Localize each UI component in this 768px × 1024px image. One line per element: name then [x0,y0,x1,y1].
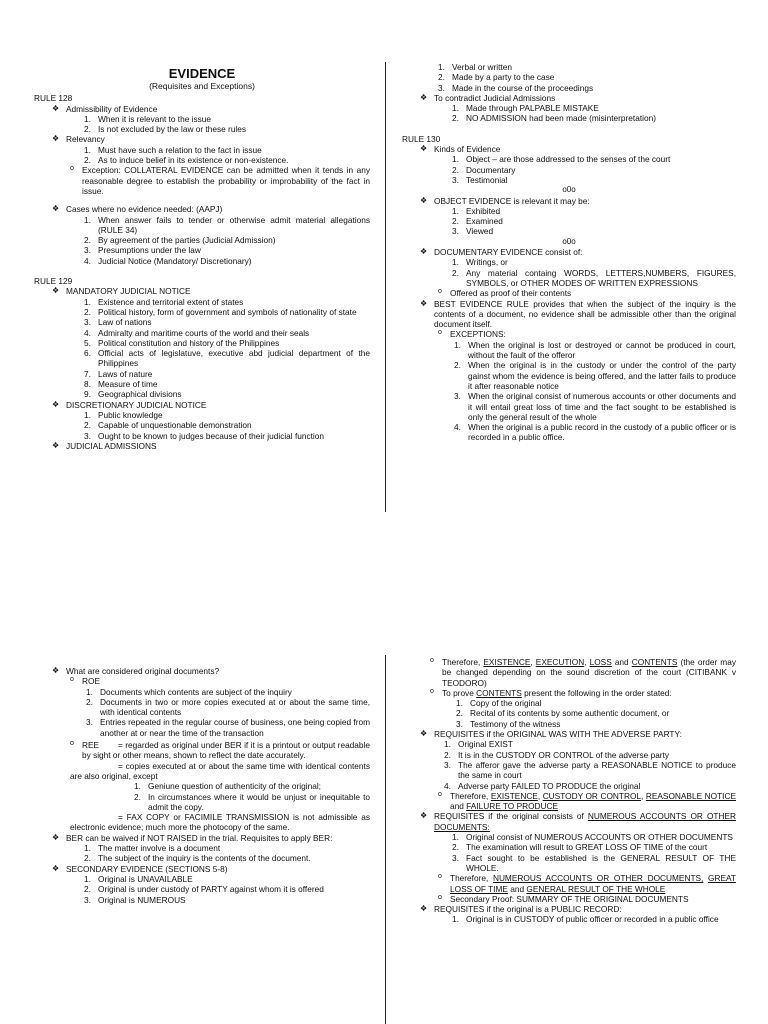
ree-label: REE [82,740,100,751]
list-item: 2. Documentary [452,164,516,175]
original-documents-question: What are considered original documents? [66,666,220,676]
discretionary-label: DISCRETIONARY JUDICIAL NOTICE [66,399,207,410]
numerous-accounts-section: ❖ REQUISITES if the original consists of NUMEROUS ACCOUNTS OR OTHER DOCUMENTS: 1. Original consist of NUMEROUS ACCOUNTS OR OTHER DOCUMENTS 2. The examination will result to GREAT LOSS OF TIME of the court 3. Fact sought to be established is the GENERAL RESULT OF THE WHOLE. o Therefore, NUMEROUS ACCOUNTS OR OTHER DOCUMENTS, GREAT LOSS OF TIME and GENERAL RESULT OF THE WHOLE o Secondary Proof: SUMMARY OF THE ORIGINAL DOCUMENTS [420,811,736,904]
list-item: 1. Copy of the original [456,698,542,709]
adverse-party-label: REQUISITES if the ORIGINAL WAS WITH THE ADVERSE PARTY: [434,729,682,740]
list-item: 3. Law of nations [84,317,152,328]
document-page-2 [0,512,768,1024]
roe-label: ROE [82,676,100,687]
list-item: 1. Object – are those addressed to the senses of the court [452,154,671,165]
therefore-existence-execution: o Therefore, EXISTENCE, EXECUTION, LOSS and CONTENTS (the order may be changed depending on the sound discretion of the court (CITIBANK v TEODORO) [430,657,736,688]
best-evidence-section [420,299,736,443]
public-record-section [420,904,736,925]
rule-128-list [52,104,370,197]
ree-section [70,740,370,833]
list-item: 3. Ought to be known to judges because of their judicial function [84,430,325,441]
exceptions-label: EXCEPTIONS: [450,329,506,340]
ber-items [84,843,370,864]
exceptions-items [454,340,736,443]
list-item: 3. Original is NUMEROUS [84,894,186,905]
public-record-items [452,914,736,924]
secondary-evidence-items [84,874,370,905]
list-item: 1. Public knowledge [84,409,163,420]
list-item: 1. Original is UNAVAILABLE [84,873,193,884]
list-item: 2. The subject of the inquiry is the contents of the document. [84,853,311,864]
object-list [420,196,736,237]
kinds-items [452,154,736,185]
discretionary-section [52,400,370,441]
list-item: 3. Presumptions under the law [84,245,201,256]
list-item: 2. NO ADMISSION had been made (misinterpretation) [452,113,656,124]
rule-130-heading: RULE 130 [402,133,441,144]
list-item: 2. Any material containg WORDS, LETTERS,NUMBERS, FIGURES, SYMBOLS, or OTHER MODES OF WRITTEN EXPRESSIONS [452,267,736,288]
object-section [420,196,736,237]
list-item: 2. When the original is in the custody or under the control of the party gainst whom the evidence is being offered, and the latter fails to produce it after reasonable notice [454,360,736,391]
ber-text: BER can be waived if NOT RAISED in the trial. Requisites to apply BER: [66,832,333,843]
list-item: 1. Exhibited [452,205,501,216]
list-item: 1. Original consist of NUMEROUS ACCOUNTS OR OTHER DOCUMENTS [452,832,733,843]
documentary-label: DOCUMENTARY EVIDENCE consist of: [434,247,583,258]
list-item: 3. Viewed [452,226,494,237]
list-item: o Offered as proof of their contents [438,288,736,298]
no-evidence-items [84,215,370,266]
section-separator: o0o [562,185,576,195]
list-item: 2. Recital of its contents by some authentic document, or [456,708,670,719]
list-item: 6. Official acts of legislatuve, executive abd judicial department of the Philippines [84,348,370,369]
page2-right-column [402,657,736,925]
contradict-list [420,93,736,124]
list-item: 1. Made through PALPABLE MISTAKE [452,103,599,114]
ber-section [52,833,370,864]
page1-right-column [402,62,736,443]
list-item: 1. When it is relevant to the issue [84,113,211,124]
page2-left-column [34,666,370,905]
list-item: 3. When the original consist of numerous accounts or other documents and it will entail great loss of time and the fact sought to be established is only the general result of the whole [454,391,736,422]
list-item: 2. By agreement of the parties (Judicial Admission) [84,235,276,246]
list-item: 1. Geniune question of authenticity of the original; [134,781,321,792]
contradict-section [420,93,736,124]
list-item: 1. Must have such a relation to the fact in issue [84,144,262,155]
discretionary-items [84,410,370,441]
list-item: 4. When the original is a public record in the custody of a public officer or is recorded in a public office. [454,422,736,443]
original-documents-section [52,666,370,833]
list-item: 2. The examination will result to GREAT LOSS OF TIME of the court [452,842,708,853]
list-item: 2. Made by a party to the case [438,72,555,83]
ree-text-3: = FAX COPY or FACIMILE TRANSMISSION is not admissible as electronic evidence; much more the photocopy of the same. [70,812,370,833]
list-item [438,329,736,442]
document-title: EVIDENCE [168,66,236,81]
list-item: o Exception: COLLATERAL EVIDENCE can be admitted when it tends in any reasonable degree to establish the probability or improbability of the fact in issue. [70,165,370,196]
list-item: 4. Adverse party FAILED TO PRODUCE the original [444,780,641,791]
object-label: OBJECT EVIDENCE is relevant it may be: [434,195,590,206]
list-item: 5. Political constitution and history of the Philippines [84,337,280,348]
list-item: 2. Capable of unquestionable demonstration [84,420,252,431]
admissibility-section [52,104,370,135]
numerous-accounts-items [452,832,736,873]
ree-text-2: = copies executed at or about the same time with identical contents are also original, except [70,760,370,781]
list-item: 1. Verbal or written [438,62,512,72]
original-documents-list [52,666,370,905]
mandatory-label: MANDATORY JUDICIAL NOTICE [66,286,191,297]
documentary-list [420,247,736,443]
list-item: 2. It is in the CUSTODY OR CONTROL of the adverse party [444,749,670,760]
list-item: 3. Testimonial [452,174,508,185]
page1-left-column [34,62,370,451]
ree-text-1: o REE = regarded as original under BER if it is a printout or output readable by sight or other means, shown to reflect the date accurately. [82,740,370,761]
therefore-custody: o Therefore, EXISTENCE, CUSTODY OR CONTROL, REASONABLE NOTICE and FAILURE TO PRODUCE [438,791,736,812]
relevancy-items [84,145,370,166]
prove-contents: o To prove CONTENTS present the following in the order stated: 1. Copy of the original 2. Recital of its contents by some authentic document, or 3. Testimony of the witness [430,688,736,729]
kinds-label: Kinds of Evidence [434,144,501,155]
admissibility-items [84,114,370,135]
mandatory-section [52,286,370,399]
list-item: 1. The matter involve is a document [84,843,221,854]
no-evidence-list [52,204,370,266]
list-item: 1. When answer fails to tender or otherwise admit material allegations (RULE 34) [84,214,370,235]
kinds-section [420,144,736,185]
list-item: 8. Measure of time [84,379,158,390]
list-item: 2. In circumstances where it would be unjust or inequitable to admit the copy. [134,791,370,812]
contradict-label: To contradict Judicial Admissions [434,92,556,103]
admissibility-label: Admissibility of Evidence [66,103,158,114]
judicial-admission-items [438,62,736,93]
secondary-proof: o Secondary Proof: SUMMARY OF THE ORIGINAL DOCUMENTS [438,894,736,904]
ree-items [134,781,370,812]
no-evidence-label: Cases where no evidence needed: (AAPJ) [66,204,223,215]
judicial-admissions-label: ❖ JUDICIAL ADMISSIONS [52,441,370,451]
therefore-list-1 [430,657,736,729]
list-item: 2. Is not excluded by the law or these rules [84,124,247,135]
list-item: 3. Entries repeated in the regular course of business, one being copied from another at or near the time of the transaction [86,717,370,738]
object-items [452,206,736,237]
list-item: 2. Examined [452,216,503,227]
therefore-numerous: o Therefore, NUMEROUS ACCOUNTS OR OTHER DOCUMENTS, GREAT LOSS OF TIME and GENERAL RESULT OF THE WHOLE [438,873,736,894]
list-item: 4. Judicial Notice (Mandatory/ Discretionary) [84,255,252,266]
mandatory-items [84,297,370,400]
relevancy-exception [70,165,370,196]
list-item: 1. When the original is lost or destroyed or cannot be produced in court, without the fault of the offeror [454,339,736,361]
adverse-party-section [420,729,736,811]
documentary-section [420,247,736,298]
relevancy-label: Relevancy [66,134,105,145]
document-subtitle: (Requisites and Exceptions) [149,81,255,91]
list-item: 4. Admiralty and maritime courts of the world and their seals [84,327,310,338]
list-item: 1. Original EXIST [444,739,513,750]
roe-list [70,676,370,832]
column-divider [385,655,386,1024]
list-item: 1. Existence and territorial extent of states [84,296,244,307]
public-record-label: REQUISITES if the original is a PUBLIC RECORD: [434,904,622,915]
list-item: 2. Original is under custody of PARTY against whom it is offered [84,884,324,895]
no-evidence-section [52,204,370,266]
list-item: 2. Political history, form of government and symbols of nationality of state [84,306,357,317]
rule-129-heading: RULE 129 [34,276,73,287]
relevancy-section [52,134,370,196]
roe-items [86,687,370,738]
secondary-evidence-section [52,864,370,905]
rule-130-list [420,144,736,185]
best-evidence-text: ❖ BEST EVIDENCE RULE provides that when the subject of the inquiry is the contents of a document, no evidence shall be admissible other than the original document itself. [434,298,736,330]
secondary-evidence-label: SECONDARY EVIDENCE (SECTIONS 5-8) [66,863,228,874]
requisites-list [420,729,736,925]
rule-128-heading: RULE 128 [34,93,73,104]
documentary-items [452,257,736,288]
list-item: 3. Testimony of the witness [456,718,561,729]
list-item: 1. Documents which contents are subject of the inquiry [86,686,292,697]
list-item: 2. As to induce belief in its existence or non-existence. [84,155,289,166]
rule-129-list [52,286,370,451]
documentary-offered [438,288,736,298]
therefore-list-3 [438,873,736,904]
best-exceptions [438,329,736,442]
section-separator: o0o [562,236,576,246]
list-item: 9. Geographical divisions [84,389,182,400]
adverse-party-items [444,739,736,790]
prove-items [456,698,736,729]
list-item: 3. The afferor gave the adverse party a REASONABLE NOTICE to produce the same in court [444,759,736,781]
column-divider [385,62,386,548]
list-item: 7. Laws of nature [84,368,153,379]
list-item: 3. Fact sought to be established is the GENERAL RESULT OF THE WHOLE. [452,852,736,873]
list-item: 1. Writings, or [452,257,508,268]
contradict-items [452,103,736,124]
list-item: 1. Original is in CUSTODY of public officer or recorded in a public office [452,914,719,925]
list-item: 2. Documents in two or more copies executed at or about the same time, with identical contents [86,696,370,718]
therefore-list-2 [438,791,736,812]
roe-section [70,676,370,738]
list-item: 3. Made in the course of the proceedings [438,82,594,93]
